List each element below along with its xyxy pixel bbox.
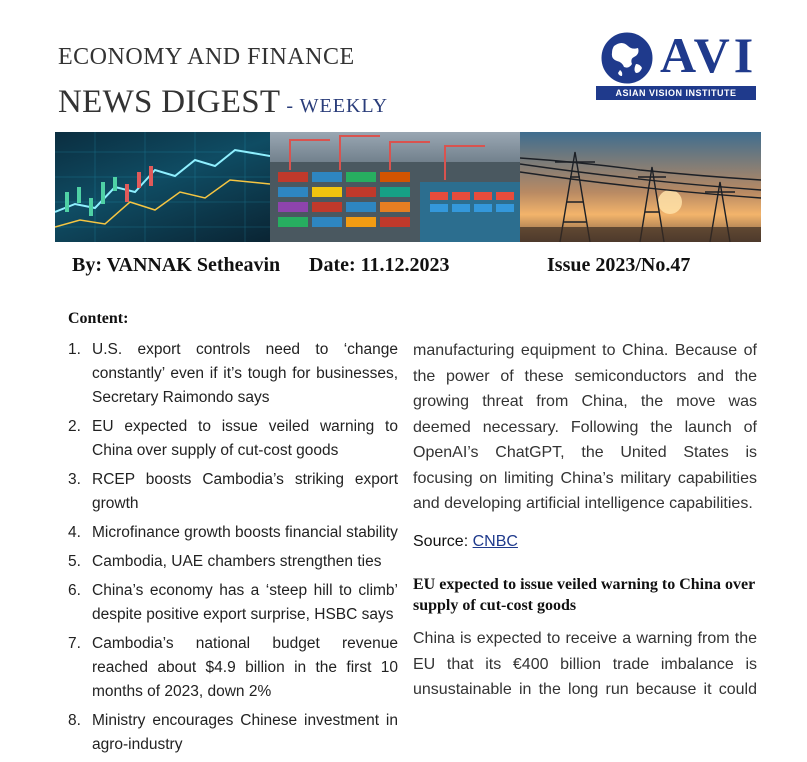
item-text: U.S. export controls need to ‘change constantly’ even if it’s tough for businesses, Secretary Raimondo says [92,341,398,406]
item-text: RCEP boosts Cambodia’s striking export growth [92,471,398,512]
item-number: 4. [68,524,81,541]
list-item[interactable] [68,632,398,704]
source-label: Source: [413,533,473,550]
weekly-label: - WEEKLY [286,95,389,117]
contents-heading: Content: [68,310,129,327]
article2-body: China is expected to receive a warning from the EU that its €400 billion trade imbalance is unsustainable in the long run because it could [413,630,757,698]
banner [55,132,761,242]
contents-list [68,338,398,762]
item-text: Cambodia, UAE chambers strengthen ties [92,553,382,570]
list-item[interactable] [68,521,398,545]
byline-author: By: VANNAK Setheavin [72,254,281,276]
item-number: 6. [68,582,81,599]
header-title-line1: ECONOMY AND FINANCE [58,44,355,70]
item-number: 5. [68,553,81,570]
list-item[interactable] [68,338,398,410]
logo-letters: AVI [660,27,758,83]
header-title-line2 [58,84,388,121]
item-number: 1. [68,341,81,358]
item-text: Microfinance growth boosts financial stability [92,524,398,541]
list-item[interactable] [68,709,398,757]
item-text: Ministry encourages Chinese investment in agro-industry [92,712,398,753]
globe-icon [598,30,656,86]
item-text: Cambodia’s national budget revenue reached about $4.9 billion in the first 10 months of 2023, down 2% [92,635,398,700]
article2-title: EU expected to issue veiled warning to China over supply of cut-cost goods [413,576,755,614]
logo-tagline: ASIAN VISION INSTITUTE [596,86,756,100]
avi-logo [596,27,758,100]
list-item[interactable] [68,415,398,463]
source-link[interactable]: CNBC [472,533,518,550]
list-item[interactable] [68,579,398,627]
article1-body: manufacturing equipment to China. Because of the power of these semiconductors and the growing threat from China, the move was deemed necessary. Following the launch of OpenAI’s ChatGPT, the United States is focusing on limiting China’s military capabilities and developing artificial intelligence capabilities. [413,342,757,512]
item-text: EU expected to issue veiled warning to China over supply of cut-cost goods [92,418,398,459]
power-lines-image [520,132,761,242]
container-port-image [270,132,520,242]
news-digest-title: NEWS DIGEST [58,84,281,120]
stock-chart-image [55,132,270,242]
list-item[interactable] [68,550,398,574]
article1-source [413,533,757,551]
byline-issue: Issue 2023/No.47 [547,254,691,276]
item-number: 7. [68,635,81,652]
byline-date: Date: 11.12.2023 [309,254,450,276]
item-number: 8. [68,712,81,729]
list-item[interactable] [68,468,398,516]
item-number: 3. [68,471,81,488]
item-text: China’s economy has a ‘steep hill to climb’ despite positive export surprise, HSBC says [92,582,398,623]
item-number: 2. [68,418,81,435]
